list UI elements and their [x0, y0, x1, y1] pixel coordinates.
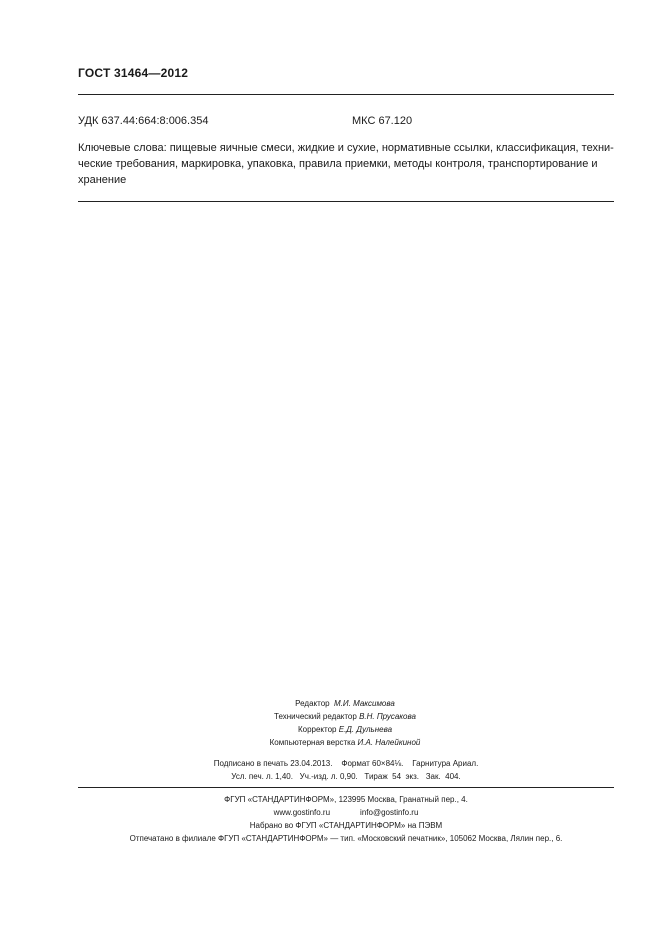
credit-label: Корректор	[297, 725, 337, 734]
credit-name: В.Н. Прусакова	[359, 712, 416, 721]
credit-label: Технический редактор	[274, 712, 357, 721]
keywords-line: ческие требования, маркировка, упаковка, правила приемки, методы контроля, транспортирование и	[78, 158, 598, 170]
standard-code: ГОСТ 31464—2012	[78, 66, 189, 80]
keywords-line: Ключевые слова: пищевые яичные смеси, жидкие и сухие, нормативные ссылки, классификация, техни-	[78, 142, 614, 154]
publisher-address: ФГУП «СТАНДАРТИНФОРМ», 123995 Москва, Гранатный пер., 4.	[224, 795, 468, 804]
print-info-line: Усл. печ. л. 1,40. Уч.-изд. л. 0,90. Тираж 54 экз. Зак. 404.	[231, 772, 461, 781]
credit-label: Компьютерная верстка	[269, 738, 356, 747]
keywords-line: хранение	[78, 174, 127, 186]
keywords-divider	[78, 201, 614, 202]
credit-layout	[180, 736, 510, 749]
publisher-printed: Отпечатано в филиале ФГУП «СТАНДАРТИНФОРМ» — тип. «Московский печатник», 105062 Москва, Лялин пер., 6.	[129, 834, 563, 843]
publisher-website[interactable]: www.gostinfo.ru	[273, 808, 331, 817]
footer-divider	[78, 787, 614, 788]
udk-code: УДК 637.44:664:8:006.354	[78, 115, 209, 127]
credit-name: И.А. Налейкиной	[357, 738, 421, 747]
credit-name: Е.Д. Дульнева	[338, 725, 393, 734]
publisher-typeset: Набрано во ФГУП «СТАНДАРТИНФОРМ» на ПЭВМ	[249, 821, 443, 830]
credit-tech-editor	[180, 710, 510, 723]
credit-editor	[180, 697, 510, 710]
credit-label: Редактор	[295, 699, 330, 708]
publisher-email[interactable]: info@gostinfo.ru	[360, 808, 419, 817]
header-divider	[78, 94, 614, 95]
keywords-block	[78, 140, 614, 188]
credit-corrector	[180, 723, 510, 736]
publisher-contacts	[78, 806, 614, 819]
credit-name: М.И. Максимова	[334, 699, 395, 708]
mks-code: МКС 67.120	[352, 115, 413, 127]
print-info-line: Подписано в печать 23.04.2013. Формат 60×84⅛. Гарнитура Ариал.	[213, 759, 479, 768]
